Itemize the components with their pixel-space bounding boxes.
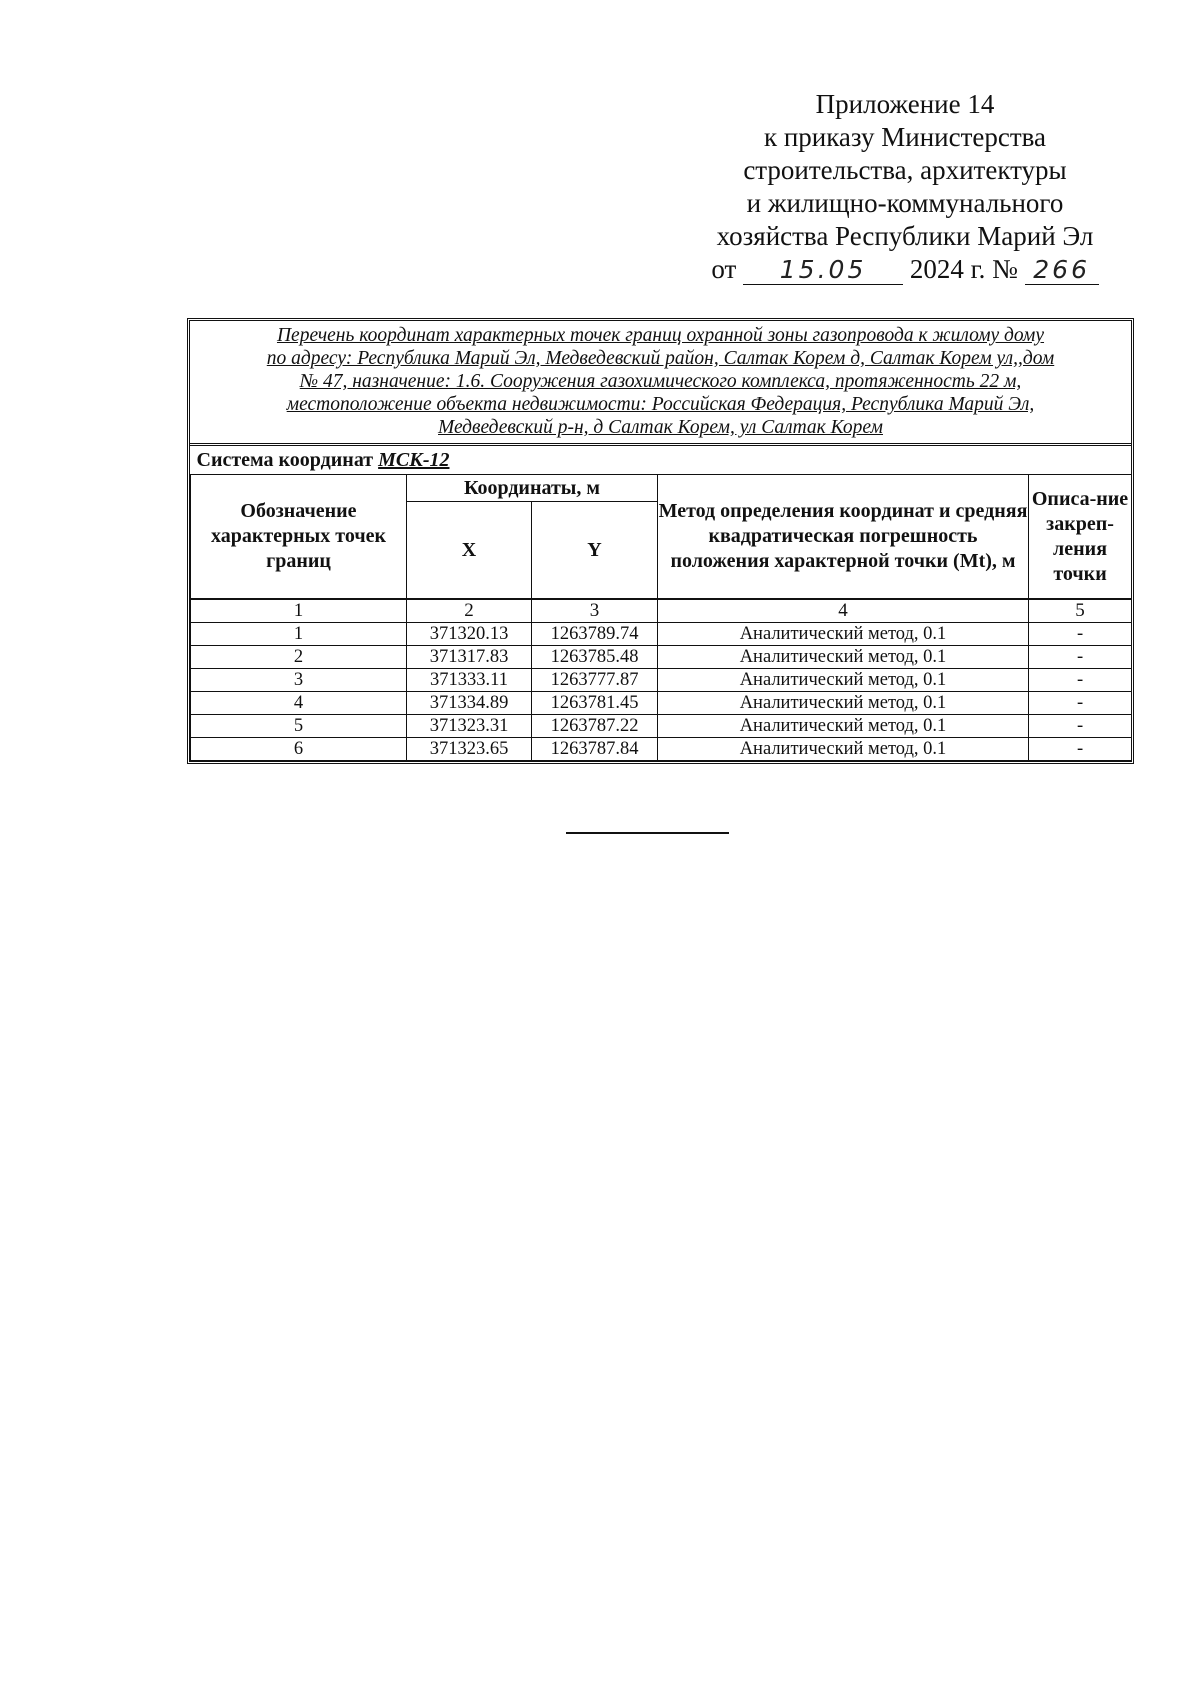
table-row [191,715,1132,738]
year-number-label: 2024 г. № [909,254,1018,284]
order-reference-line: к приказу Министерства [763,122,1047,152]
coord-y: 1263789.74 [532,623,658,646]
header-y: Y [532,502,658,600]
table-row [191,669,1132,692]
handwritten-date: 15.05 [743,256,903,285]
caption-line: № 47, назначение: 1.6. Сооружения газохимического комплекса, протяженность 22 м, [299,371,1022,392]
coord-y: 1263785.48 [532,646,658,669]
coord-x: 371320.13 [407,623,532,646]
point-id: 4 [191,692,407,715]
table-caption [190,321,1131,446]
point-id: 3 [191,669,407,692]
caption-line: Медведевский р-н, д Салтак Корем, ул Салтак Корем [438,417,883,438]
point-id: 5 [191,715,407,738]
column-number: 4 [658,599,1029,623]
handwritten-order-number: 266 [1025,256,1099,285]
appendix-header [680,88,1130,286]
coordinate-system-row [191,446,1132,475]
coord-y: 1263787.84 [532,738,658,761]
column-number: 2 [407,599,532,623]
description: - [1029,623,1132,646]
header-description: Описа-ние закреп-ления точки [1029,475,1132,600]
caption-line: Перечень координат характерных точек границ охранной зоны газопровода к жилому дому [276,325,1045,346]
description: - [1029,646,1132,669]
coordinates-table [190,446,1132,761]
header-point: Обозначение характерных точек границ [191,475,407,600]
description: - [1029,692,1132,715]
table-row [191,738,1132,761]
caption-line: местоположение объекта недвижимости: Российская Федерация, Республика Марий Эл, [286,394,1035,415]
description: - [1029,715,1132,738]
coordinate-system-label: Система координат [196,448,374,471]
coord-y: 1263781.45 [532,692,658,715]
column-number: 5 [1029,599,1132,623]
end-divider [566,832,729,834]
point-id: 1 [191,623,407,646]
coordinates-table-frame [187,318,1134,764]
header-x: X [407,502,532,600]
coord-x: 371333.11 [407,669,532,692]
method: Аналитический метод, 0.1 [658,715,1029,738]
ministry-line-3: хозяйства Республики Марий Эл [716,221,1094,251]
description: - [1029,738,1132,761]
coord-x: 371323.65 [407,738,532,761]
table-row [191,646,1132,669]
method: Аналитический метод, 0.1 [658,669,1029,692]
header-row-1 [191,475,1132,502]
caption-line: по адресу: Республика Марий Эл, Медведевский район, Салтак Корем д, Салтак Корем ул,,дом [266,348,1055,369]
column-number: 3 [532,599,658,623]
column-number: 1 [191,599,407,623]
coord-x: 371317.83 [407,646,532,669]
date-prefix: от [711,254,737,284]
coordinate-system-cell [191,446,1132,475]
coord-x: 371334.89 [407,692,532,715]
header-method: Метод определения координат и средняя квадратическая погрешность положения характерной точки (Mt), м [658,475,1029,600]
appendix-title: Приложение 14 [815,89,995,119]
coordinate-system-code: МСК-12 [378,448,450,471]
method: Аналитический метод, 0.1 [658,692,1029,715]
column-number-row [191,599,1132,623]
coord-y: 1263777.87 [532,669,658,692]
method: Аналитический метод, 0.1 [658,646,1029,669]
ministry-line-2: и жилищно-коммунального [746,188,1064,218]
ministry-line-1: строительства, архитектуры [743,155,1067,185]
method: Аналитический метод, 0.1 [658,738,1029,761]
order-date-number [680,253,1130,286]
method: Аналитический метод, 0.1 [658,623,1029,646]
coord-y: 1263787.22 [532,715,658,738]
point-id: 6 [191,738,407,761]
point-id: 2 [191,646,407,669]
coord-x: 371323.31 [407,715,532,738]
description: - [1029,669,1132,692]
table-row [191,623,1132,646]
header-coordinates: Координаты, м [407,475,658,502]
table-row [191,692,1132,715]
